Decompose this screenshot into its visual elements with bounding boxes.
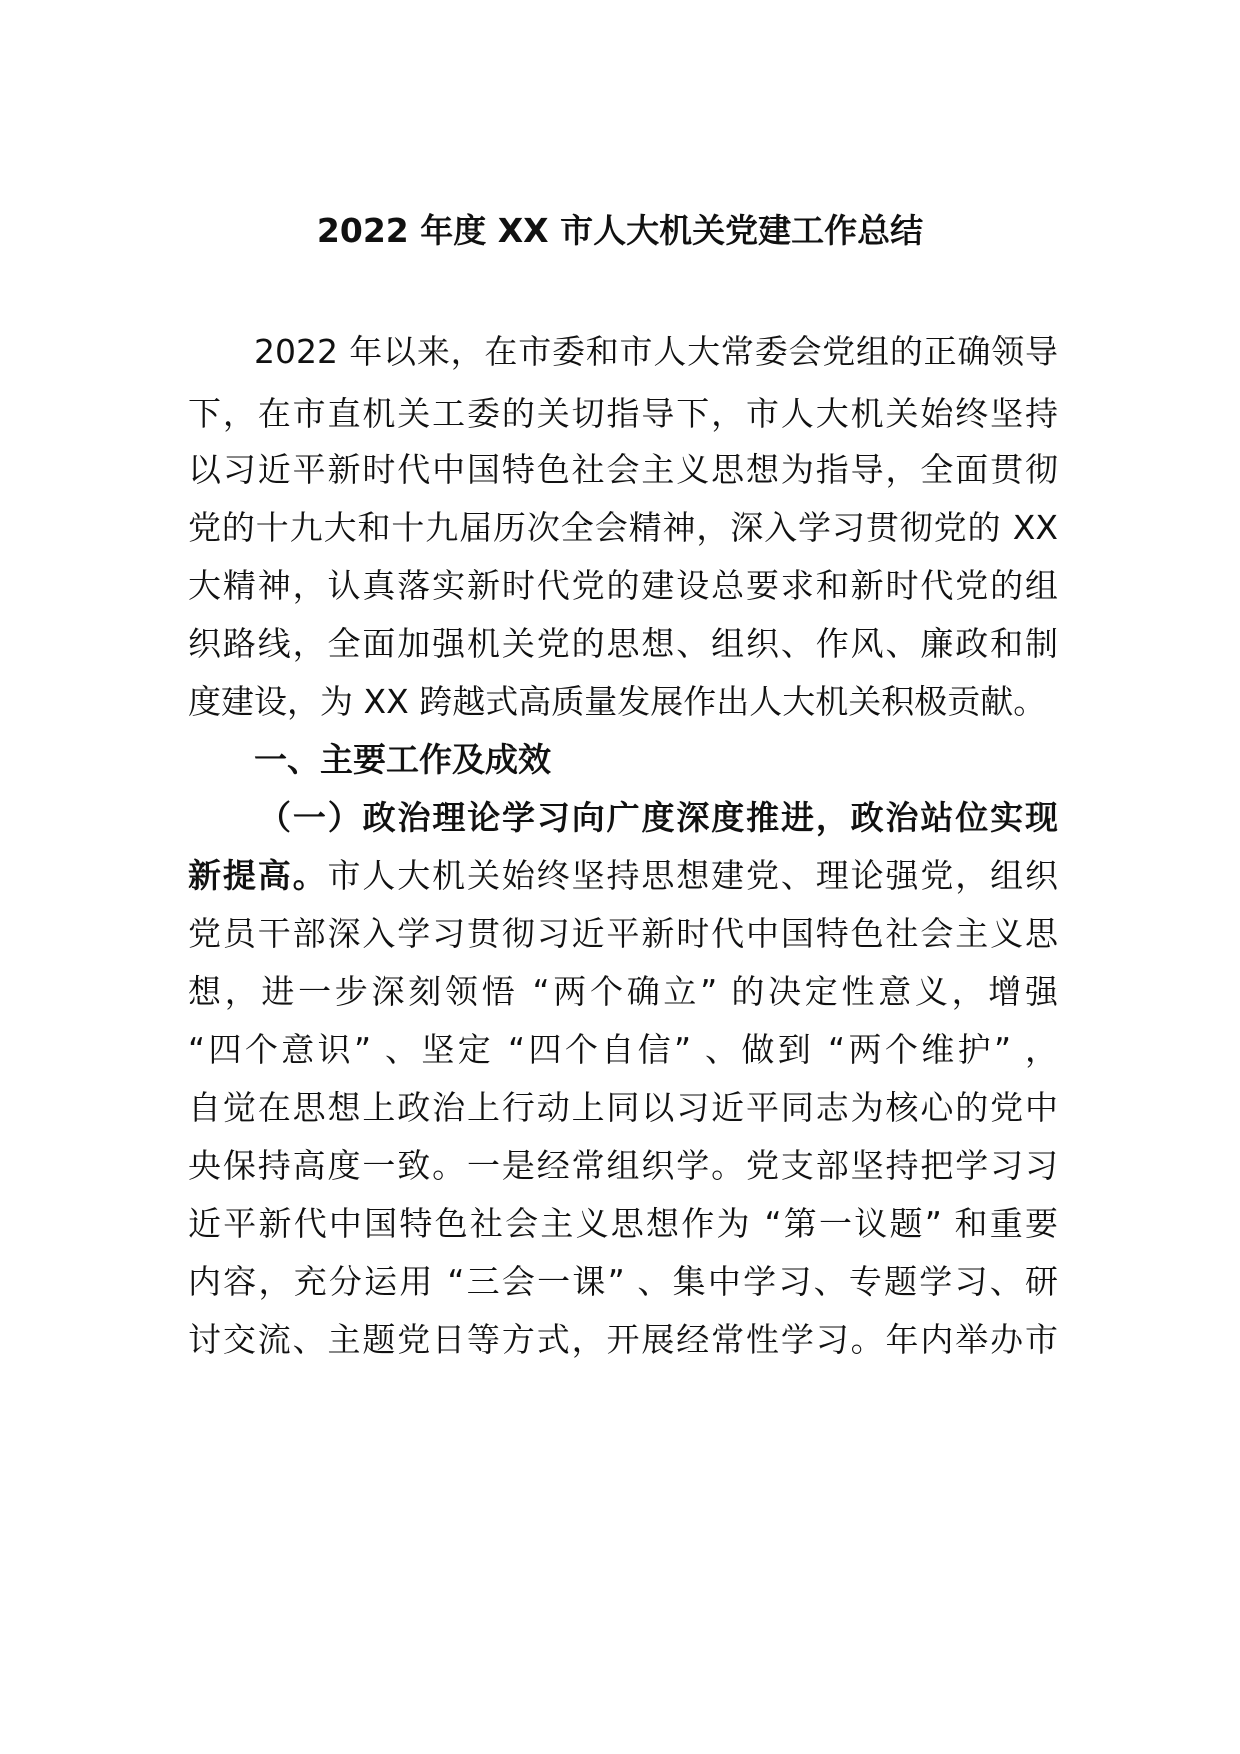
paragraph-text: 市人大机关始终坚持思想建党、理论强党，组织 (327, 856, 1058, 895)
paragraph-line: 央保持高度一致。一是经常组织学。党支部坚持把学习习 (188, 1146, 1058, 1185)
paragraph-line: 想，进一步深刻领悟 “两个确立” 的决定性意义，增强 (188, 972, 1058, 1011)
paragraph-line: 党的十九大和十九届历次全会精神，深入学习贯彻党的 XX (188, 508, 1058, 547)
paragraph-line: 2022 年以来，在市委和市人大常委会党组的正确领导 (254, 332, 1058, 371)
subsection-heading: （一）政治理论学习向广度深度推进，政治站位实现 (258, 798, 1058, 837)
paragraph-line: “四个意识” 、坚定 “四个自信” 、做到 “两个维护” ， (188, 1030, 1058, 1069)
paragraph-line: 自觉在思想上政治上行动上同以习近平同志为核心的党中 (188, 1088, 1058, 1127)
paragraph-line: 以习近平新时代中国特色社会主义思想为指导，全面贯彻 (188, 450, 1058, 489)
paragraph-line: 度建设，为 XX 跨越式高质量发展作出人大机关积极贡献。 (188, 682, 1047, 721)
paragraph-line: 内容，充分运用 “三会一课” 、集中学习、专题学习、研 (188, 1262, 1058, 1301)
document-title: 2022 年度 XX 市人大机关党建工作总结 (316, 211, 924, 250)
paragraph-line: 近平新代中国特色社会主义思想作为 “第一议题” 和重要 (188, 1204, 1059, 1243)
paragraph-line (188, 845, 1058, 907)
paragraph-line: 织路线，全面加强机关党的思想、组织、作风、廉政和制 (188, 624, 1058, 663)
paragraph-line: 大精神，认真落实新时代党的建设总要求和新时代党的组 (188, 566, 1058, 605)
section-heading: 一、主要工作及成效 (254, 740, 551, 779)
subsection-heading-end: 新提高。 (188, 856, 328, 895)
paragraph-line: 讨交流、主题党日等方式，开展经常性学习。年内举办市 (188, 1320, 1058, 1359)
paragraph-line: 党员干部深入学习贯彻习近平新时代中国特色社会主义思 (188, 914, 1058, 953)
paragraph-line: 下，在市直机关工委的关切指导下，市人大机关始终坚持 (188, 394, 1058, 433)
